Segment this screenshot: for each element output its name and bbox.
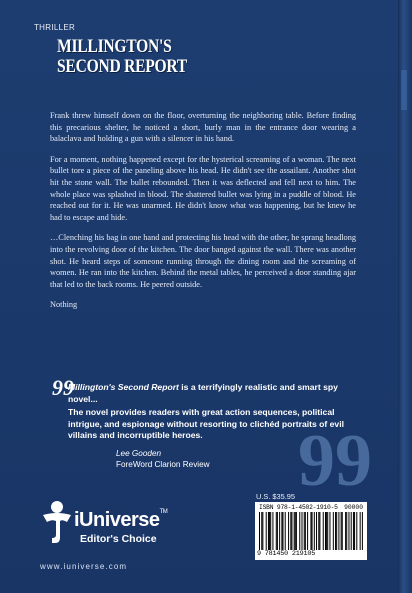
- barcode-bar: [296, 512, 297, 550]
- barcode-bar: [301, 512, 302, 550]
- barcode-bar: [305, 512, 306, 550]
- barcode-bar: [362, 512, 363, 550]
- barcode-bar: [266, 512, 267, 550]
- publisher-name-text: iUniverse: [74, 509, 160, 531]
- barcode-bar: [295, 512, 296, 550]
- barcode-bar: [348, 512, 349, 550]
- isbn-text: ISBN 978-1-4502-1910-5: [259, 504, 338, 511]
- barcode-bar: [346, 512, 347, 550]
- barcode-bar: [312, 512, 313, 550]
- barcode-digits: [257, 550, 315, 558]
- barcode-bar: [354, 512, 355, 550]
- barcode-bar: [262, 512, 263, 550]
- publisher-tagline: Editor's Choice: [80, 533, 157, 545]
- barcode-bar: [326, 512, 327, 550]
- barcode: [255, 502, 367, 560]
- barcode-bar: [270, 512, 271, 550]
- barcode-bar: [290, 512, 291, 550]
- close-quote-icon: 99: [298, 420, 372, 502]
- barcode-bar: [318, 512, 319, 550]
- spine-edge: [398, 0, 412, 593]
- excerpt: [50, 110, 356, 320]
- barcode-bar: [276, 512, 277, 550]
- review-book-title: Millington's Second Report: [68, 382, 179, 392]
- barcode-bar: [261, 512, 262, 550]
- barcode-addon: 90000: [344, 504, 363, 511]
- barcode-bar: [338, 512, 339, 550]
- barcode-bar: [314, 512, 315, 550]
- barcode-bar: [345, 512, 346, 550]
- trademark-mark: TM: [159, 509, 168, 515]
- barcode-bar: [333, 512, 334, 550]
- barcode-bar: [310, 512, 311, 550]
- barcode-bar: [285, 512, 286, 550]
- book-title: [57, 37, 187, 77]
- publisher-name: [74, 509, 167, 532]
- barcode-bar: [360, 512, 361, 550]
- barcode-bar: [282, 512, 283, 550]
- barcode-digits-main: 9 781450 219105: [257, 550, 316, 558]
- genre-label: THRILLER: [34, 23, 76, 32]
- barcode-bars: [259, 512, 363, 550]
- review-quote-line1: [68, 382, 368, 405]
- excerpt-paragraph-1: Frank threw himself down on the floor, overturning the neighboring table. Before finding this precarious shelter, he noticed a short, burly man in the entrance door wearing a balaclava and holding a gun with a silencer in his hand.: [50, 111, 356, 144]
- barcode-bar: [323, 512, 324, 550]
- price-label: U.S. $35.95: [256, 492, 296, 501]
- open-quote-icon: 99: [52, 375, 74, 400]
- book-title-line1: MILLINGTON'S: [57, 36, 172, 57]
- isbn-label: [259, 504, 338, 511]
- barcode-bar: [356, 512, 357, 550]
- spine-glint: [401, 70, 407, 110]
- barcode-bar: [299, 512, 300, 550]
- barcode-bar: [307, 512, 308, 550]
- barcode-bar: [316, 512, 317, 550]
- barcode-bar: [342, 512, 343, 550]
- barcode-bar: [353, 512, 354, 550]
- barcode-bar: [325, 512, 326, 550]
- barcode-bar: [319, 512, 320, 550]
- barcode-bar: [259, 512, 260, 550]
- review-quote: [68, 382, 368, 470]
- person-logo-icon: [40, 500, 74, 544]
- excerpt-paragraph-4: Nothing: [50, 300, 78, 310]
- barcode-bar: [294, 512, 295, 550]
- barcode-bar: [279, 512, 280, 550]
- barcode-bar: [277, 512, 278, 550]
- review-source: ForeWord Clarion Review: [116, 459, 210, 469]
- book-title-line2: SECOND REPORT: [57, 56, 188, 77]
- review-quote-line1-rest: is a terrifyingly realistic and smart spy novel...: [68, 382, 338, 404]
- barcode-bar: [341, 512, 342, 550]
- barcode-bar: [281, 512, 282, 550]
- barcode-bar: [272, 512, 273, 550]
- excerpt-paragraph-3: …Clenching his bag in one hand and protecting his head with the other, he sprang headlong into the revolving door of the kitchen. The door banged against the wall. There was another shot. He heard steps of someone running through the dining room and the screaming of women. He ran into the kitchen. Behind the metal tables, he perceived a door standing ajar that led to the back rooms. He peered outside.: [50, 233, 356, 289]
- review-quote-line2: The novel provides readers with great action sequences, political intrigue, and espionage without resorting to clichéd portraits of evil villains and incorruptible heroes.: [68, 407, 344, 441]
- publisher-logo: [40, 500, 200, 570]
- barcode-bar: [304, 512, 305, 550]
- barcode-bar: [288, 512, 289, 550]
- barcode-bar: [268, 512, 269, 550]
- publisher-url: www.iuniverse.com: [40, 562, 128, 571]
- barcode-bar: [335, 512, 336, 550]
- barcode-bar: [327, 512, 328, 550]
- review-author: Lee Gooden: [116, 448, 162, 458]
- barcode-bar: [291, 512, 292, 550]
- barcode-bar: [336, 512, 337, 550]
- barcode-bar: [351, 512, 352, 550]
- barcode-bar: [269, 512, 270, 550]
- barcode-bar: [329, 512, 330, 550]
- excerpt-paragraph-2: For a moment, nothing happened except for the hysterical screaming of a woman. The next bullet tore a piece of the paneling above his head. He didn't see the assailant. Another shot hit the stone wall. The bullet rebounded. Then it was deflected and fell next to him. The whole place was splashed in blood. The shattered bullet was lying in a puddle of blood. He reached out for it. He was unarmed. He didn't know what was happening, but he knew he had to escape and hide.: [50, 154, 356, 222]
